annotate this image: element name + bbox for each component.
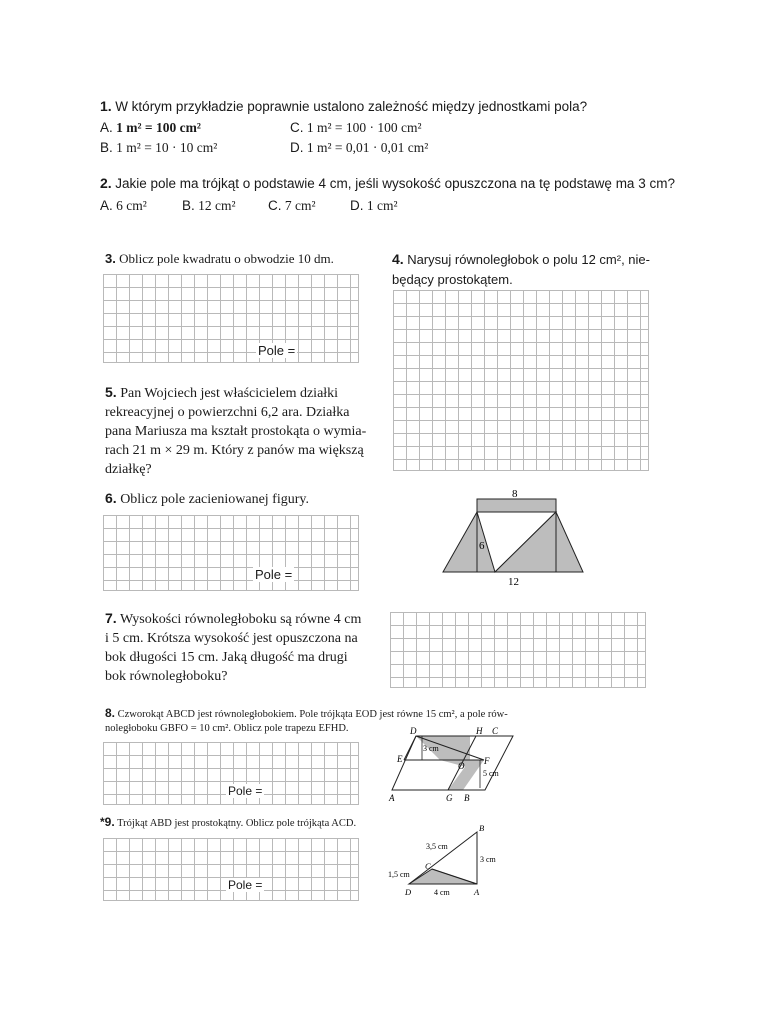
- q7-answer-grid[interactable]: [390, 612, 646, 688]
- q3-prompt: 3. Oblicz pole kwadratu o obwodzie 10 dm.: [105, 251, 334, 266]
- svg-text:5 cm: 5 cm: [483, 769, 499, 778]
- q7-prompt: 7. Wysokości równoległoboku są równe 4 cm i 5 cm. Krótsza wysokość jest opuszczona na bok długości 15 cm. Jaką długość ma drugi bok równoległoboku?: [105, 610, 362, 684]
- q6-label-bottom: 12: [508, 576, 519, 588]
- svg-text:3 cm: 3 cm: [423, 744, 439, 753]
- q6-pole-label: Pole =: [255, 567, 293, 582]
- svg-text:B: B: [464, 793, 470, 803]
- q6-text: Oblicz pole zacieniowanej figury.: [120, 492, 309, 507]
- svg-text:F: F: [484, 756, 490, 766]
- q2-option-d[interactable]: D. 1 cm²: [350, 198, 398, 213]
- svg-text:D: D: [405, 887, 412, 897]
- q6-answer-grid[interactable]: [103, 515, 359, 591]
- q1-option-b[interactable]: B. 1 m² = 10 · 10 cm²: [100, 140, 218, 155]
- q1-number: 1.: [100, 98, 112, 114]
- svg-text:E: E: [397, 754, 403, 764]
- svg-text:1,5 cm: 1,5 cm: [388, 870, 410, 879]
- q3-text: Oblicz pole kwadratu o obwodzie 10 dm.: [119, 251, 334, 266]
- svg-text:A: A: [474, 887, 480, 897]
- q8-pole-label: Pole =: [228, 784, 263, 798]
- svg-text:C: C: [492, 726, 499, 736]
- q9-prompt: *9. Trójkąt ABD jest prostokątny. Oblicz pole trójkąta ACD.: [100, 815, 357, 829]
- svg-text:3,5 cm: 3,5 cm: [426, 842, 448, 851]
- q2-option-c[interactable]: C. 7 cm²: [268, 198, 316, 213]
- svg-text:B: B: [479, 823, 485, 833]
- q9-triangle-figure: [385, 820, 510, 902]
- q1-option-d[interactable]: D. 1 m² = 0,01 · 0,01 cm²: [290, 140, 429, 155]
- q1-text: W którym przykładzie poprawnie ustalono zależność między jednostkami pola?: [115, 99, 588, 114]
- q2-text: Jakie pole ma trójkąt o podstawie 4 cm, jeśli wysokość opuszczona na tę podstawę ma 3 cm?: [115, 176, 675, 191]
- q3-answer-grid[interactable]: [103, 274, 359, 363]
- q2-prompt: [100, 174, 675, 194]
- q1-option-a[interactable]: A. 1 m² = 100 cm²: [100, 120, 201, 135]
- q8-parallelogram-figure: [380, 724, 520, 806]
- q2-option-a[interactable]: A. 6 cm²: [100, 198, 147, 213]
- svg-text:3 cm: 3 cm: [480, 855, 496, 864]
- q6-trapezoid-figure: [440, 485, 590, 590]
- q8-prompt: 8. Czworokąt ABCD jest równoległobokiem. Pole trójkąta EOD jest równe 15 cm², a pole rów- noległoboku GBFO = 10 cm². Oblicz pole trapezu EFHD.: [105, 706, 508, 734]
- q3-pole-label: Pole =: [258, 343, 296, 358]
- q2-option-b[interactable]: B. 12 cm²: [182, 198, 236, 213]
- q2-number: 2.: [100, 175, 112, 191]
- q1-prompt: [100, 97, 587, 117]
- q6-label-left: 6: [479, 540, 485, 552]
- svg-text:O: O: [458, 761, 465, 771]
- q9-pole-label: Pole =: [228, 878, 263, 892]
- q5-prompt: 5. Pan Wojciech jest właścicielem działki rekreacyjnej o powierzchni 6,2 ara. Działka pana Mariusza ma kształt prostokąta o wymia- rach 21 m × 29 m. Który z panów ma większą działkę?: [105, 384, 367, 477]
- svg-text:H: H: [476, 726, 483, 736]
- q4-drawing-grid[interactable]: [393, 290, 649, 471]
- svg-text:C: C: [425, 861, 431, 871]
- q4-prompt: 4. Narysuj równoległobok o polu 12 cm², nie- będący prostokątem.: [392, 251, 650, 287]
- svg-text:4 cm: 4 cm: [434, 888, 450, 897]
- svg-text:G: G: [446, 793, 453, 803]
- svg-text:D: D: [410, 726, 417, 736]
- q6-label-top: 8: [512, 488, 518, 500]
- svg-text:A: A: [389, 793, 395, 803]
- q6-prompt: 6. Oblicz pole zacieniowanej figury.: [105, 490, 309, 507]
- q1-option-c[interactable]: C. 1 m² = 100 · 100 cm²: [290, 120, 422, 135]
